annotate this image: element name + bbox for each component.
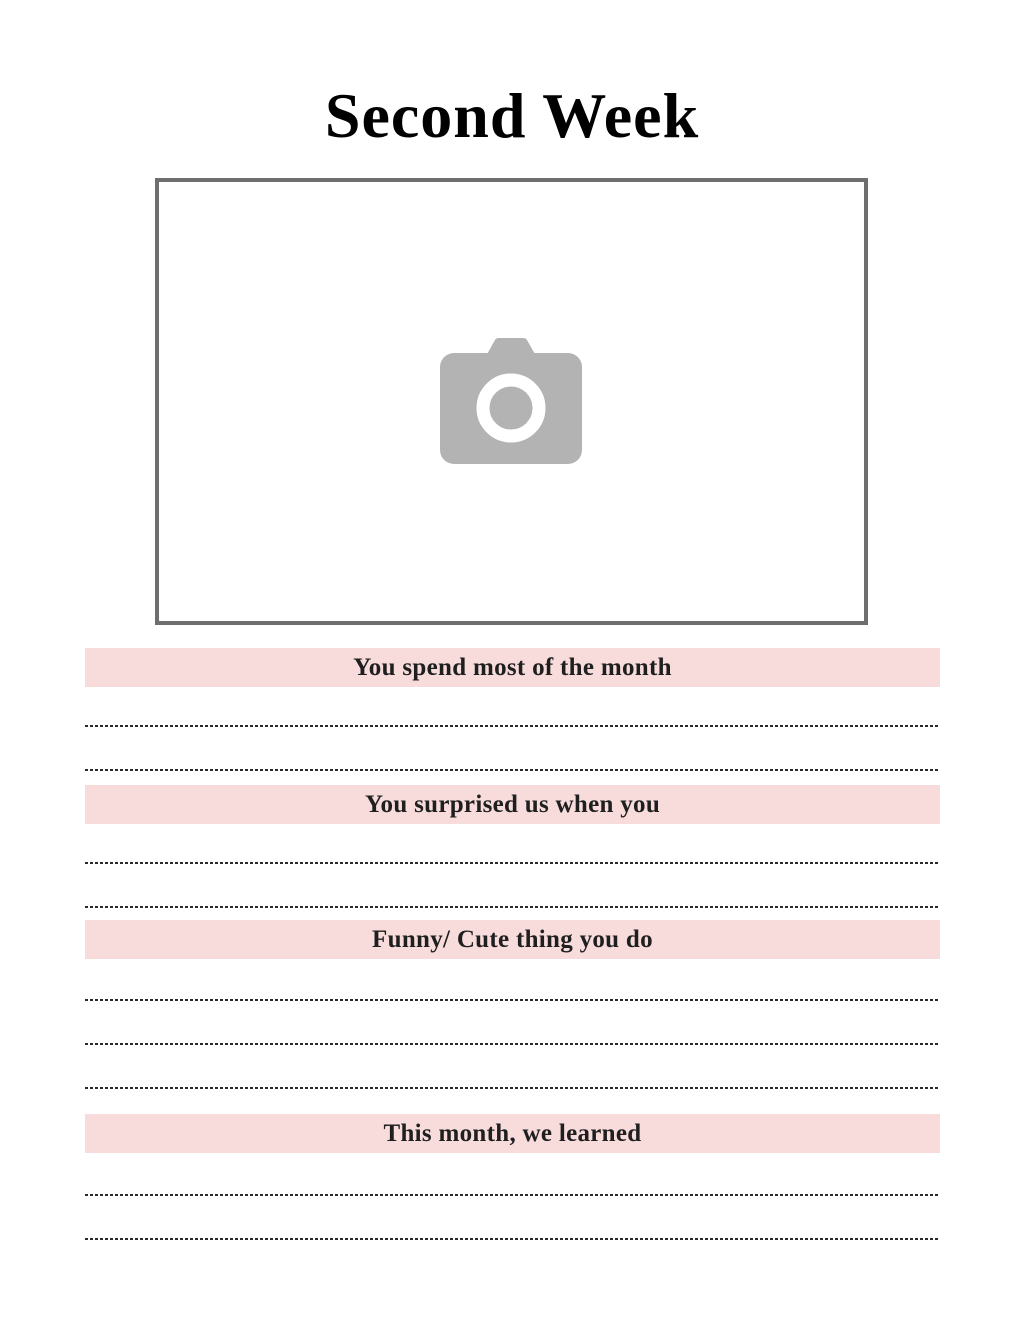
section-header-we-learned: This month, we learned bbox=[85, 1114, 940, 1153]
writing-line bbox=[85, 725, 940, 727]
writing-line bbox=[85, 769, 940, 771]
page-title: Second Week bbox=[324, 80, 700, 151]
section-header-surprised-us: You surprised us when you bbox=[85, 785, 940, 824]
section-header-funny-cute: Funny/ Cute thing you do bbox=[85, 920, 940, 959]
writing-line bbox=[85, 1238, 940, 1240]
writing-line bbox=[85, 1043, 940, 1045]
writing-line bbox=[85, 862, 940, 864]
writing-line bbox=[85, 906, 940, 908]
writing-line bbox=[85, 1087, 940, 1089]
camera-icon bbox=[440, 338, 582, 464]
section-header-spend-month: You spend most of the month bbox=[85, 648, 940, 687]
writing-line bbox=[85, 999, 940, 1001]
writing-line bbox=[85, 1194, 940, 1196]
